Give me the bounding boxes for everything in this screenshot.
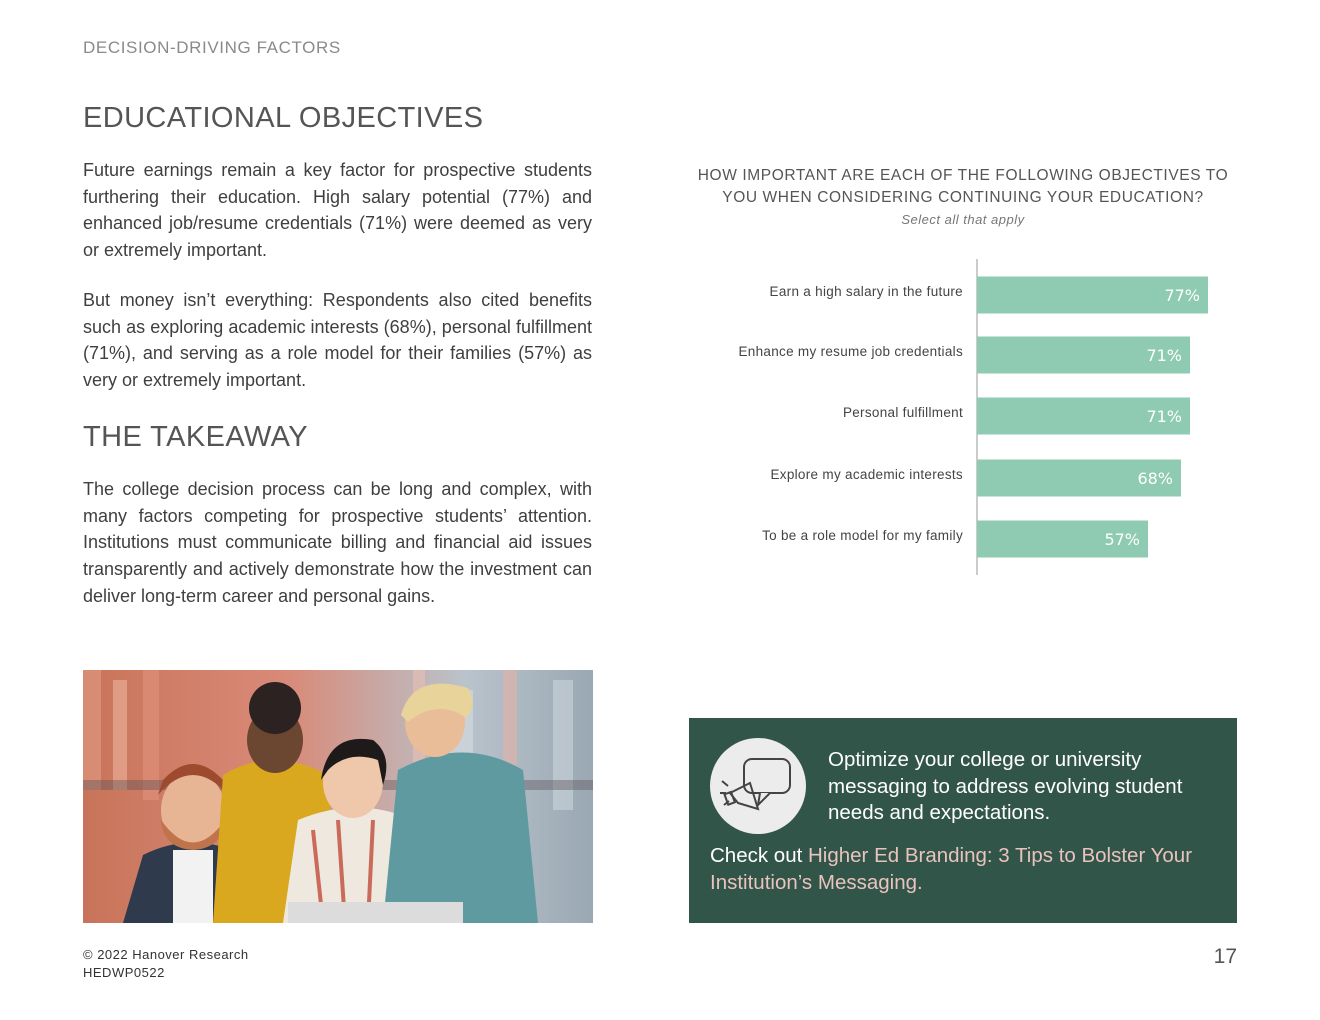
category-label: Enhance my resume job credentials — [738, 344, 963, 359]
cta-article-link[interactable]: Higher Ed Branding: 3 Tips to Bolster Your Institution’s Messaging. — [710, 844, 1193, 894]
benefits-paragraph: But money isn’t everything: Respondents also cited benefits such as exploring academic interests (68%), personal fulfillment (71%), and serving as a role model for their families (57%) as very or extremely important. — [83, 290, 592, 391]
copyright-text: © 2022 Hanover Research — [83, 947, 249, 962]
bar-value-label: 68% — [1137, 469, 1173, 488]
cta-link-line — [710, 842, 1210, 896]
students-photo — [83, 670, 593, 923]
bar-value-label: 77% — [1164, 286, 1200, 305]
cta-link-prefix: Check out — [710, 844, 808, 867]
category-label: Earn a high salary in the future — [769, 284, 963, 299]
document-code: HEDWP0522 — [83, 965, 165, 980]
category-label: Explore my academic interests — [770, 467, 963, 482]
intro-paragraph: Future earnings remain a key factor for prospective students furthering their education. High salary potential (77%) and enhanced job/resume credentials (71%) were deemed as very or extremely important. — [83, 160, 592, 261]
bar-value-label: 71% — [1146, 346, 1182, 365]
cta-message: Optimize your college or university messaging to address evolving student needs and expectations. — [828, 748, 1183, 824]
page-number: 17 — [1213, 945, 1237, 968]
bar-value-label: 71% — [1146, 407, 1182, 426]
takeaway-heading: THE TAKEAWAY — [83, 421, 309, 453]
megaphone-icon-graphic — [720, 753, 796, 819]
students-illustration — [83, 670, 593, 923]
chart-title: HOW IMPORTANT ARE EACH OF THE FOLLOWING OBJECTIVES TO YOU WHEN CONSIDERING CONTINUING YOUR EDUCATION? — [697, 167, 1229, 206]
objectives-bar-chart — [689, 255, 1237, 580]
cta-panel — [689, 718, 1237, 923]
page-title: EDUCATIONAL OBJECTIVES — [83, 102, 484, 134]
category-label: To be a role model for my family — [762, 528, 963, 543]
bar-value-label: 57% — [1104, 530, 1140, 549]
section-label: DECISION-DRIVING FACTORS — [83, 38, 341, 57]
footer — [83, 946, 249, 982]
chart-subtitle: Select all that apply — [901, 212, 1025, 227]
takeaway-paragraph: The college decision process can be long and complex, with many factors competing for prospective students’ attention. Institutions must communicate billing and financial aid issues transparently and actively demonstrate how the investment can deliver long-term career and personal gains. — [83, 479, 592, 606]
category-label: Personal fulfillment — [842, 405, 963, 420]
megaphone-speech-bubble-icon — [710, 738, 806, 834]
